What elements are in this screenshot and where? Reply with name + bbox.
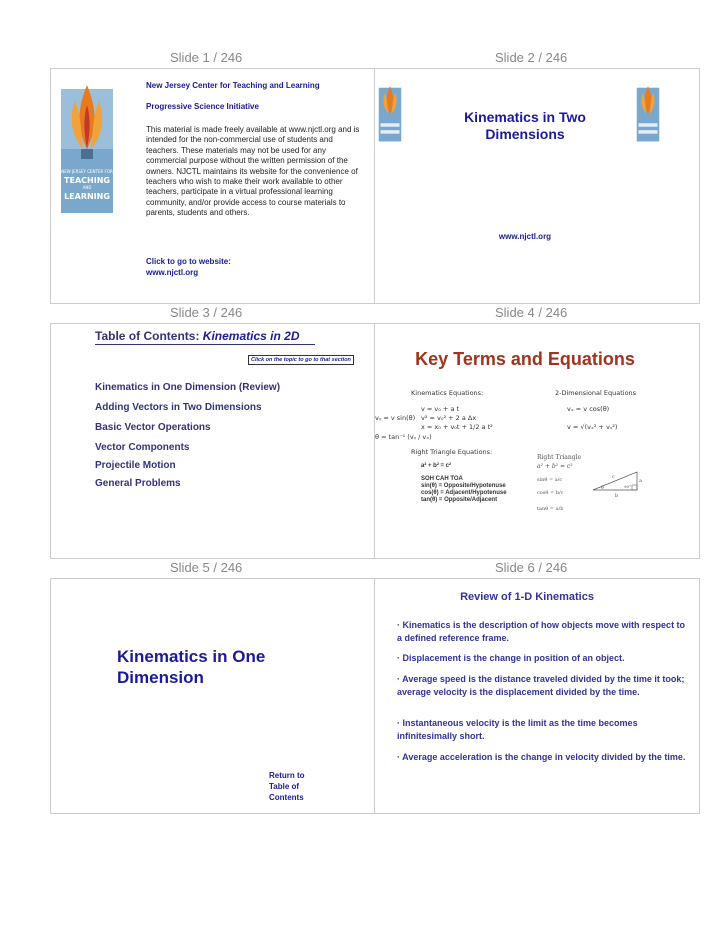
- two-d-label: 2-Dimensional Equations: [555, 389, 637, 397]
- tan-def: tan(θ) = Opposite/Adjacent: [421, 497, 498, 503]
- return-line-1: Return to: [269, 771, 305, 780]
- svg-text:θ: θ: [601, 486, 604, 491]
- slide-6-header: Slide 6 / 246: [495, 560, 568, 575]
- toc-title: Table of Contents: Kinematics in 2D: [95, 329, 300, 343]
- eq-vx: vₓ = v cos(θ): [567, 405, 610, 413]
- sin-def: sin(θ) = Opposite/Hypotenuse: [421, 483, 506, 489]
- return-line-2: Table of: [269, 782, 300, 791]
- njctl-logo: [57, 75, 117, 215]
- slide-1[interactable]: [50, 68, 375, 304]
- website-prompt[interactable]: Click to go to website:: [146, 257, 231, 266]
- toc-hint: Click on the topic to go to that section: [248, 355, 354, 365]
- eq-angle: θ = tan⁻¹ (vᵧ / vₓ): [375, 433, 432, 441]
- slide-4-header: Slide 4 / 246: [495, 305, 568, 320]
- slide-5[interactable]: [50, 578, 375, 814]
- slide-4-title: Key Terms and Equations: [415, 349, 635, 369]
- eq-velocity: v = v₀ + a t: [421, 405, 460, 413]
- slide-5-header: Slide 5 / 246: [170, 560, 243, 575]
- svg-text:TEACHING: TEACHING: [64, 176, 110, 185]
- toc-item-components[interactable]: Vector Components: [95, 442, 190, 453]
- svg-text:LEARNING: LEARNING: [64, 192, 110, 201]
- initiative-name: Progressive Science Initiative: [146, 102, 259, 111]
- eq-velocity-squared: v² = v₀² + 2 a Δx: [421, 414, 477, 422]
- toc-title-topic: Kinematics in 2D: [202, 329, 300, 343]
- slide-6-title: Review of 1-D Kinematics: [460, 591, 594, 603]
- svg-text:sinθ = a/c: sinθ = a/c: [537, 477, 563, 483]
- slide-2[interactable]: [374, 68, 700, 304]
- bullet-kinematics: · Kinematics is the description of how objects move with respect to a defined reference frame.: [397, 620, 686, 643]
- svg-text:c: c: [612, 474, 615, 480]
- svg-text:90°: 90°: [624, 484, 632, 489]
- slide-3-header: Slide 3 / 246: [170, 305, 243, 320]
- right-triangle-label: Right Triangle Equations:: [411, 448, 493, 456]
- slide-2-title-2: Dimensions: [485, 126, 565, 142]
- toc-item-1d[interactable]: Kinematics in One Dimension (Review): [95, 382, 281, 393]
- kinematics-label: Kinematics Equations:: [411, 389, 484, 397]
- slide-4[interactable]: [374, 323, 700, 559]
- svg-text:a² + b² = c²: a² + b² = c²: [537, 463, 573, 470]
- toc-item-adding-vectors[interactable]: Adding Vectors in Two Dimensions: [95, 402, 262, 413]
- org-name: New Jersey Center for Teaching and Learning: [146, 81, 320, 90]
- svg-text:b: b: [615, 493, 619, 499]
- toc-item-vector-ops[interactable]: Basic Vector Operations: [95, 422, 211, 433]
- svg-text:tanθ = a/b: tanθ = a/b: [537, 506, 564, 512]
- soh-cah-toa: SOH CAH TOA: [421, 476, 463, 482]
- slide-5-title-2: Dimension: [117, 668, 204, 687]
- bullet-average-speed: · Average speed is the distance traveled divided by the time it took; average velocity is the displacement divided by the time.: [397, 674, 685, 697]
- toc-item-general[interactable]: General Problems: [95, 478, 181, 489]
- slide-2-header: Slide 2 / 246: [495, 50, 568, 65]
- svg-text:cosθ = b/c: cosθ = b/c: [537, 490, 564, 496]
- cos-def: cos(θ) = Adjacent/Hypotenuse: [421, 490, 507, 496]
- slide-1-header: Slide 1 / 246: [170, 50, 243, 65]
- right-triangle-figure: [535, 452, 645, 522]
- toc-item-projectile[interactable]: Projectile Motion: [95, 460, 176, 471]
- bullet-acceleration: · Average acceleration is the change in velocity divided by the time.: [397, 752, 686, 762]
- toc-underline: [95, 344, 315, 345]
- website-link[interactable]: www.njctl.org: [146, 268, 199, 277]
- slide-6[interactable]: [374, 578, 700, 814]
- slide-5-title-1: Kinematics in One: [117, 647, 266, 666]
- usage-notice: This material is made freely available at www.njctl.org and is intended for the non-commercial use of students and teachers. These materials may not be used for any commercial purpose without the written permission of the owners. NJCTL maintains its website for the convenience of teachers who wish to make their work available to other teachers, participate in a virtual professional learning community, and/or provide access to course materials to parents, students and others.: [146, 125, 360, 218]
- eq-vy: vᵧ = v sin(θ): [375, 414, 416, 422]
- svg-text:a: a: [639, 478, 642, 484]
- svg-text:Right Triangle: Right Triangle: [537, 454, 582, 461]
- slide-2-title-1: Kinematics in Two: [464, 109, 586, 125]
- slide-2-url[interactable]: www.njctl.org: [498, 232, 552, 241]
- pythagorean: a² + b² = c²: [421, 463, 452, 469]
- bullet-displacement: · Displacement is the change in position of an object.: [397, 653, 625, 663]
- eq-position: x = x₀ + v₀t + 1/2 a t²: [421, 423, 493, 431]
- eq-magnitude: v = √(vₓ² + vᵧ²): [567, 423, 618, 431]
- svg-text:AND: AND: [82, 185, 92, 190]
- return-to-toc-link[interactable]: [269, 770, 305, 803]
- svg-text:NEW JERSEY CENTER FOR: NEW JERSEY CENTER FOR: [61, 169, 113, 174]
- bullet-instantaneous-velocity: · Instantaneous velocity is the limit as the time becomes infinitesimally short.: [397, 718, 638, 741]
- slide-3[interactable]: [50, 323, 375, 559]
- return-line-3: Contents: [269, 793, 304, 802]
